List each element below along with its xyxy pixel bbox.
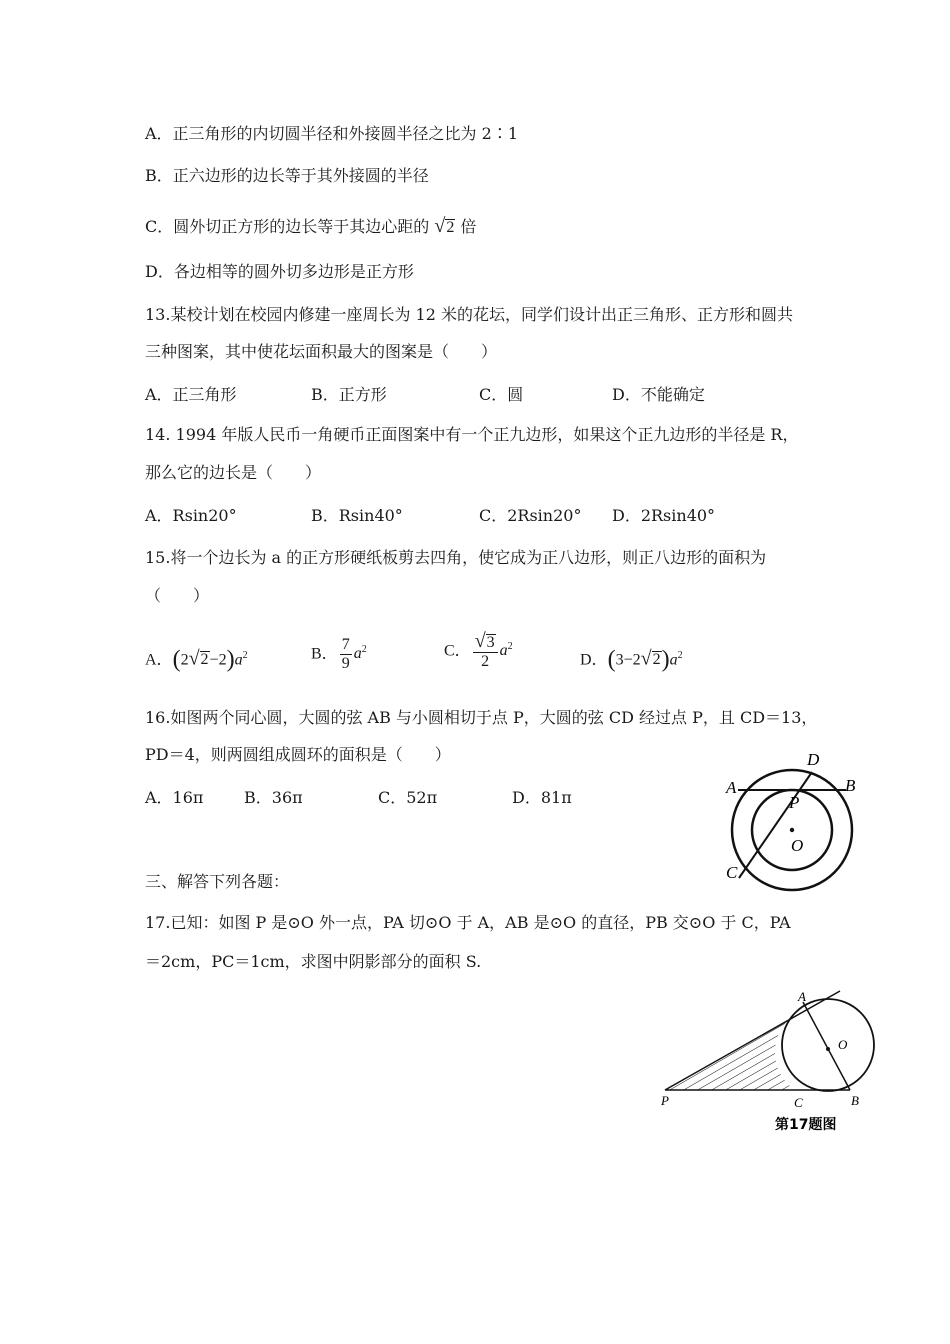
q16-label-c: C xyxy=(726,863,738,882)
q17-stem-line2: ＝2cm，PC＝1cm，求图中阴影部分的面积 S. xyxy=(145,952,482,971)
q16-option-b: B．36π xyxy=(244,788,303,807)
q14-option-b: B．Rsin40° xyxy=(311,506,403,525)
q15-stem-line2: （ ） xyxy=(145,586,210,605)
q16-label-a: A xyxy=(726,778,737,797)
q15-option-a: A．$(2√2-2)a^2$ xyxy=(145,646,248,673)
q17-figure xyxy=(655,985,885,1135)
q14-stem-line1: 14. 1994 年版人民币一角硬币正面图案中有一个正九边形，如果这个正九边形的半径是 R， xyxy=(145,425,799,444)
q17-stem-line1: 17.已知：如图 P 是⊙O 外一点，PA 切⊙O 于 A，AB 是⊙O 的直径，PB 交⊙O 于 C，PA xyxy=(145,913,791,932)
q13-option-c: C．圆 xyxy=(479,385,524,404)
q13-stem-line2: 三种图案，其中使花坛面积最大的图案是（ ） xyxy=(145,342,498,361)
q15-stem-line1: 15.将一个边长为 a 的正方形硬纸板剪去四角，使它成为正八边形，则正八边形的面积为 xyxy=(145,548,767,567)
q13-option-d: D．不能确定 xyxy=(612,385,705,404)
q14-option-c: C．2Rsin20° xyxy=(479,506,582,525)
section-3-heading: 三、解答下列各题： xyxy=(145,872,290,891)
q12-option-a: A．正三角形的内切圆半径和外接圆半径之比为 2∶1 xyxy=(145,124,519,143)
q16-center-point xyxy=(790,828,794,832)
q15-option-b: B． $\frac{7}{9}$ $a^2$ xyxy=(311,636,367,672)
q16-label-p: P xyxy=(789,793,800,812)
q16-option-d: D．81π xyxy=(512,788,572,807)
q12-option-c-suffix: 倍 xyxy=(460,217,477,236)
q16-label-o: O xyxy=(791,836,804,855)
q13-option-b: B．正方形 xyxy=(311,385,387,404)
q17-label-b: B xyxy=(851,1093,859,1108)
q16-label-b: B xyxy=(845,776,856,795)
q16-figure xyxy=(720,745,865,895)
q17-label-o: O xyxy=(838,1037,848,1052)
q17-label-a: A xyxy=(798,989,806,1004)
q17-label-p: P xyxy=(661,1093,669,1108)
q17-center-point xyxy=(826,1047,830,1051)
q12-option-b: B．正六边形的边长等于其外接圆的半径 xyxy=(145,166,429,185)
q15-option-d: D．$(3-2√2)a^2$ xyxy=(580,646,683,673)
q16-stem-line2: PD＝4，则两圆组成圆环的面积是（ ） xyxy=(145,745,451,764)
q14-option-a: A．Rsin20° xyxy=(145,506,237,525)
q16-option-a: A．16π xyxy=(145,788,204,807)
q17-circle xyxy=(782,999,874,1091)
q13-stem-line1: 13.某校计划在校园内修建一座周长为 12 米的花坛，同学们设计出正三角形、正方形和圆共 xyxy=(145,305,793,324)
q16-stem-line1: 16.如图两个同心圆，大圆的弦 AB 与小圆相切于点 P，大圆的弦 CD 经过点 P，且 CD＝13， xyxy=(145,708,818,727)
q13-option-a: A．正三角形 xyxy=(145,385,237,404)
q15-option-c: C． $\frac{√3}{2}$ $a^2$ xyxy=(444,630,513,670)
q12-option-d: D．各边相等的圆外切多边形是正方形 xyxy=(145,262,414,281)
q12-option-c xyxy=(145,216,476,238)
q14-stem-line2: 那么它的边长是（ ） xyxy=(145,463,322,482)
q12-option-c-sqrt: √2 xyxy=(434,215,455,237)
q14-option-d: D．2Rsin40° xyxy=(612,506,716,525)
q16-option-c: C．52π xyxy=(378,788,438,807)
q16-label-d: D xyxy=(807,750,820,769)
q17-figure-caption: 第17题图 xyxy=(775,1117,837,1133)
q12-option-c-text: C．圆外切正方形的边长等于其边心距的 xyxy=(145,217,430,236)
q17-label-c: C xyxy=(794,1095,803,1110)
